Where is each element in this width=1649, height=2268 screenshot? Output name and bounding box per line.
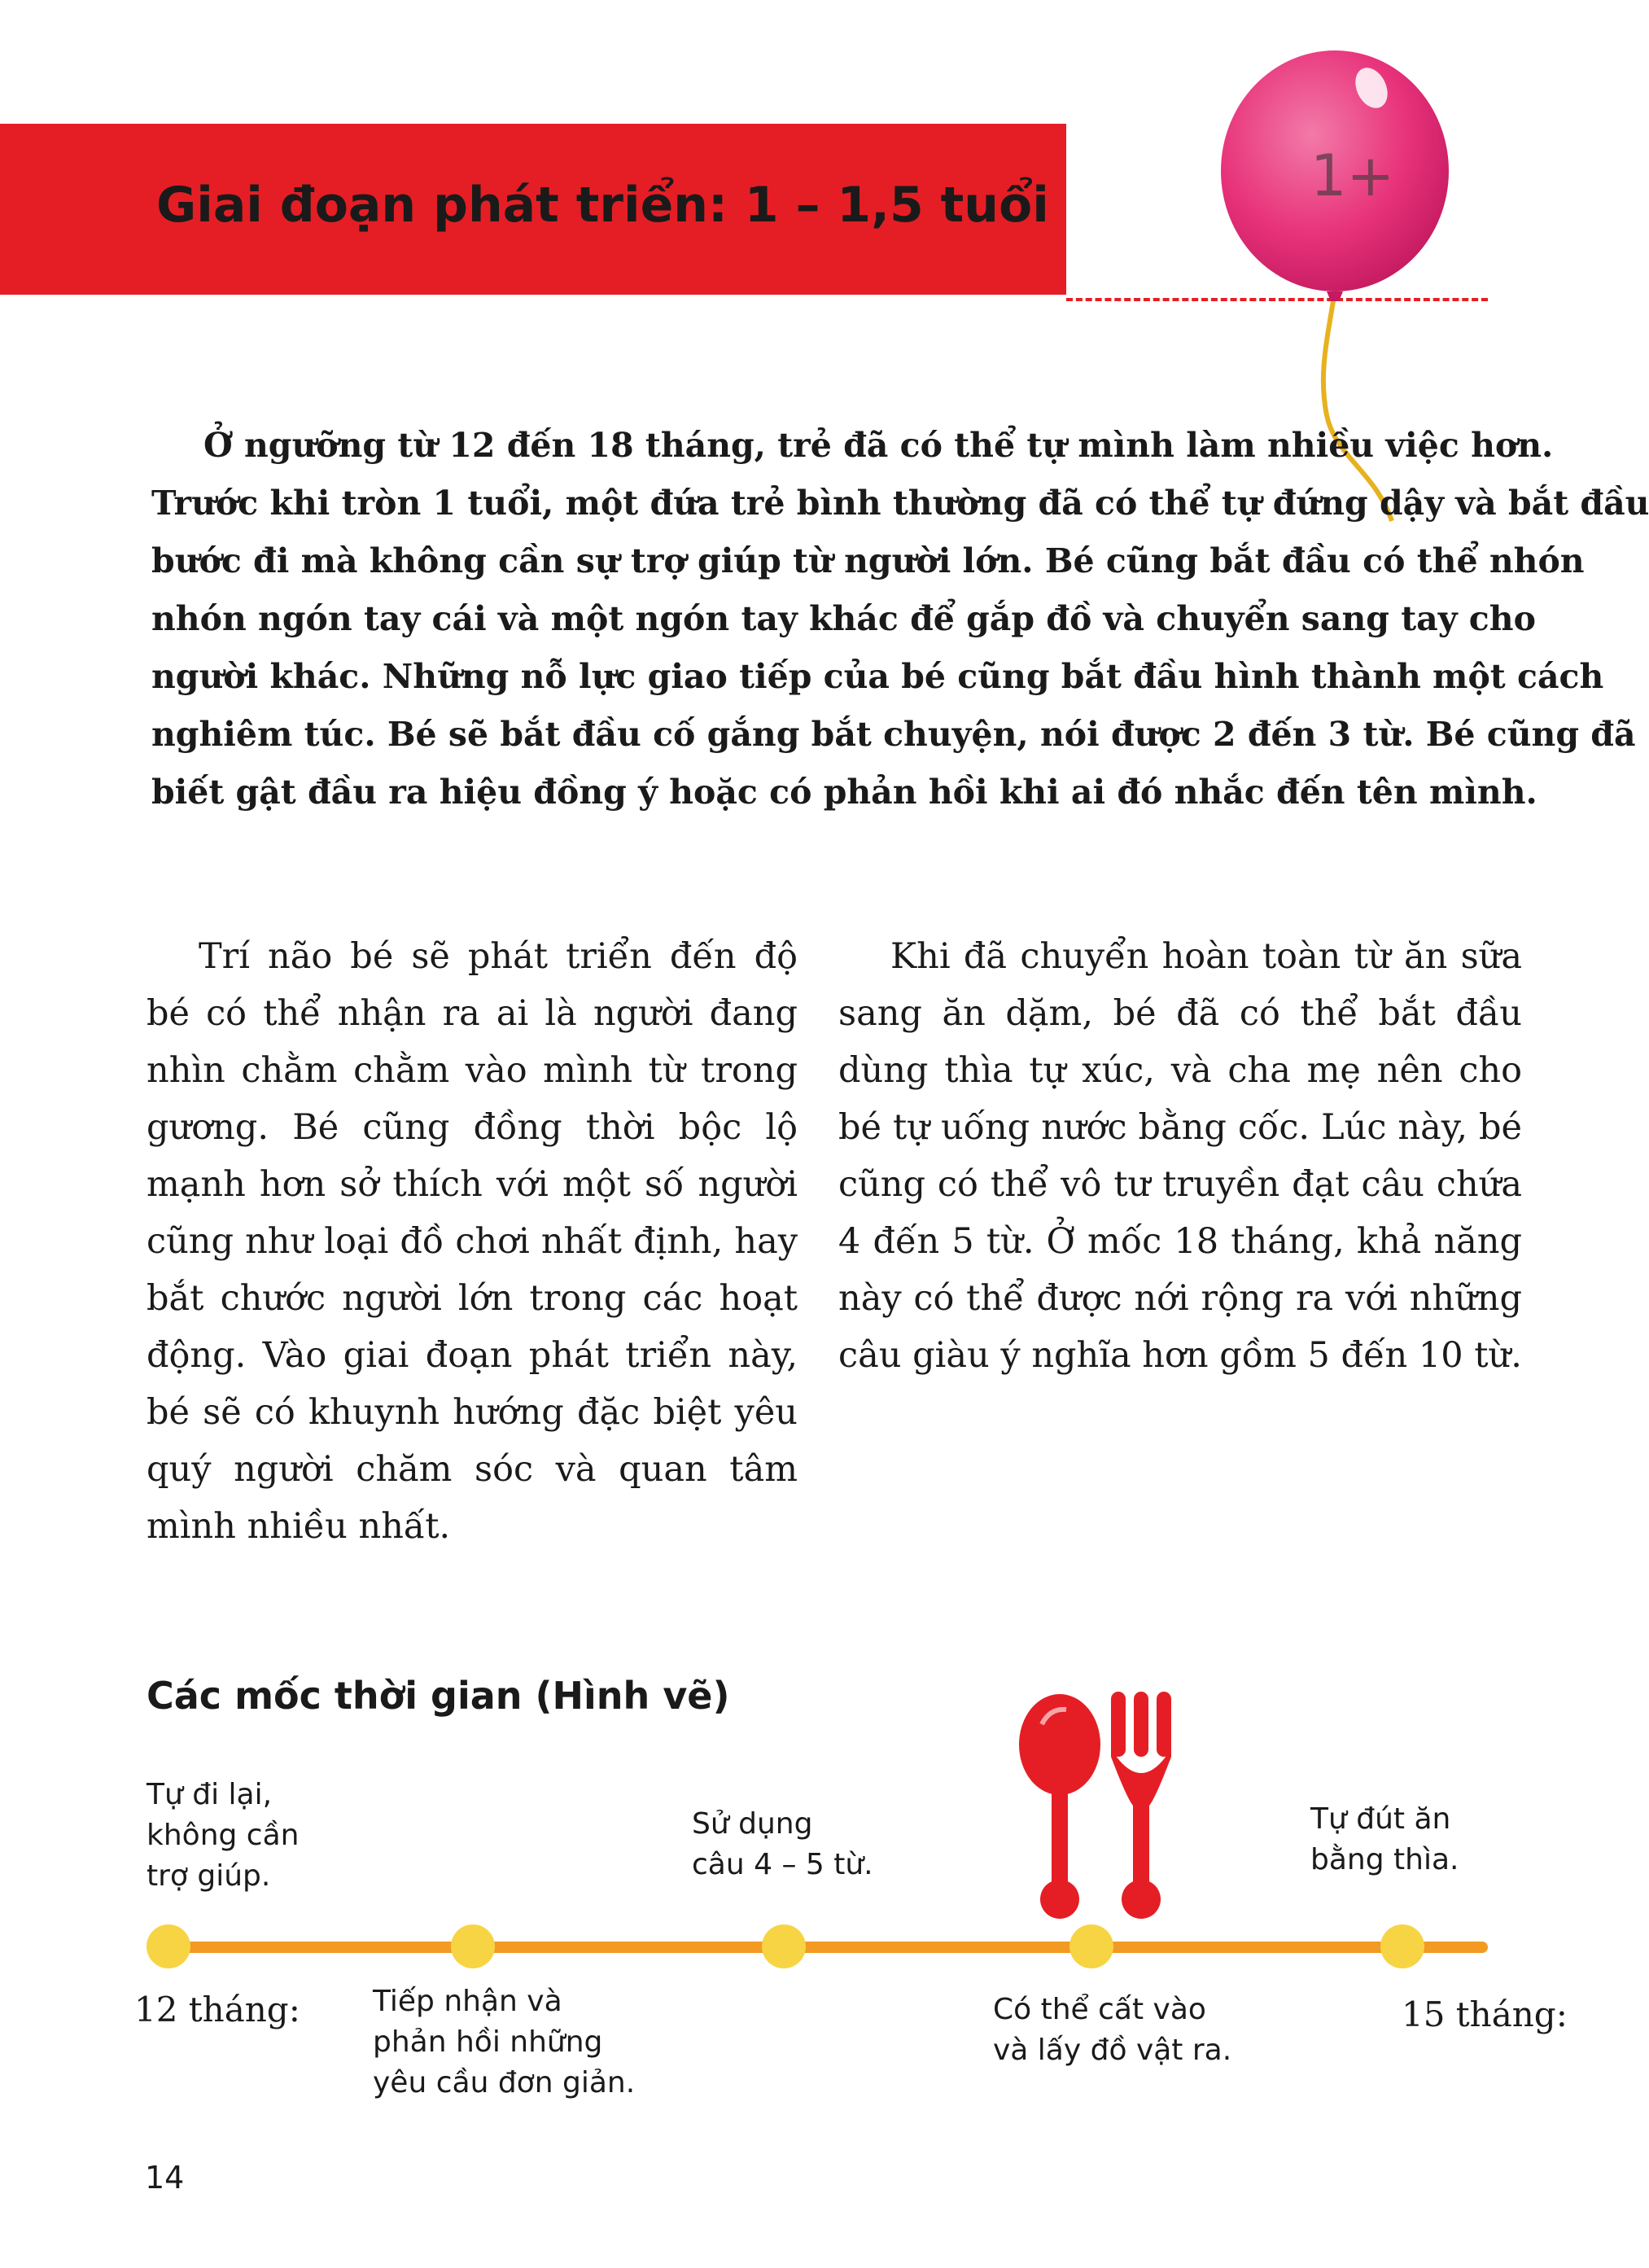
timeline-dot <box>1069 1924 1113 1968</box>
milestone-spoon-feed <box>1310 1799 1459 1881</box>
page-title: Giai đoạn phát triển: 1 – 1,5 tuổi <box>156 177 1049 234</box>
intro-line: biết gật đầu ra hiệu đồng ý hoặc có phản hồi khi ai đó nhắc đến tên mình. <box>151 773 1537 812</box>
milestone-line: yêu cầu đơn giản. <box>373 2066 636 2099</box>
balloon-badge: 1+ <box>1310 142 1395 209</box>
timeline-dot <box>147 1924 190 1968</box>
milestone-line: phản hồi những <box>373 2025 603 2059</box>
timeline-title: Các mốc thời gian (Hình vẽ) <box>147 1674 730 1718</box>
timeline-bar <box>167 1942 1488 1953</box>
intro-line: Trước khi tròn 1 tuổi, một đứa trẻ bình thường đã có thể tự đứng dậy và bắt đầu <box>151 484 1649 523</box>
milestone-respond <box>373 1981 635 2104</box>
milestone-line: Tiếp nhận và <box>373 1985 562 2018</box>
right-column <box>838 928 1522 1384</box>
milestone-sentences <box>692 1804 873 1885</box>
milestone-put-away <box>993 1990 1231 2071</box>
intro-line: nhón ngón tay cái và một ngón tay khác để gắp đồ và chuyển sang tay cho <box>151 599 1536 638</box>
milestone-line: Có thể cất vào <box>993 1993 1206 2026</box>
timeline-dot <box>1380 1924 1424 1968</box>
milestone-line: không cần <box>147 1819 300 1852</box>
right-column-text: Khi đã chuyển hoàn toàn từ ăn sữa sang ăn dặm, bé đã có thể bắt đầu dùng thìa tự xúc, và cha mẹ nên cho bé tự uống nước bằng cốc. Lúc này, bé cũng có thể vô tư truyền đạt câu chứa 4 đến 5 từ. Ở mốc 18 tháng, khả năng này có thể được nới rộng ra với những câu giàu ý nghĩa hơn gồm 5 đến 10 từ. <box>838 936 1522 1376</box>
month-end-label: 15 tháng: <box>1402 1994 1568 2034</box>
milestone-line: Sử dụng <box>692 1807 813 1841</box>
page-number: 14 <box>145 2160 185 2196</box>
timeline-dot <box>762 1924 806 1968</box>
spoon-fork-icon <box>1009 1692 1188 1928</box>
fork-icon <box>1111 1692 1171 1919</box>
milestone-line: câu 4 – 5 từ. <box>692 1848 873 1881</box>
intro-line: nghiêm túc. Bé sẽ bắt đầu cố gắng bắt chuyện, nói được 2 đến 3 từ. Bé cũng đã <box>151 715 1636 754</box>
milestone-line: Tự đút ăn <box>1310 1802 1451 1836</box>
milestone-walk <box>147 1775 299 1897</box>
milestone-line: Tự đi lại, <box>147 1778 273 1811</box>
intro-line: bước đi mà không cần sự trợ giúp từ người lớn. Bé cũng bắt đầu có thể nhón <box>151 541 1585 580</box>
milestone-line: trợ giúp. <box>147 1859 271 1893</box>
intro-line: Ở ngưỡng từ 12 đến 18 tháng, trẻ đã có thể tự mình làm nhiều việc hơn. <box>203 426 1554 465</box>
milestone-line: và lấy đồ vật ra. <box>993 2034 1232 2067</box>
milestone-line: bằng thìa. <box>1310 1843 1459 1876</box>
left-column <box>147 928 798 1555</box>
month-start-label: 12 tháng: <box>134 1990 300 2029</box>
timeline-dot <box>451 1924 495 1968</box>
intro-line: người khác. Những nỗ lực giao tiếp của bé cũng bắt đầu hình thành một cách <box>151 657 1604 696</box>
left-column-text: Trí não bé sẽ phát triển đến độ bé có thể nhận ra ai là người đang nhìn chằm chằm vào mình từ trong gương. Bé cũng đồng thời bộc lộ mạnh hơn sở thích với một số người cũng như loại đồ chơi nhất định, hay bắt chước người lớn trong các hoạt động. Vào giai đoạn phát triển này, bé sẽ có khuynh hướng đặc biệt yêu quý người chăm sóc và quan tâm mình nhiều nhất. <box>147 936 798 1547</box>
intro-paragraph <box>151 417 1649 821</box>
